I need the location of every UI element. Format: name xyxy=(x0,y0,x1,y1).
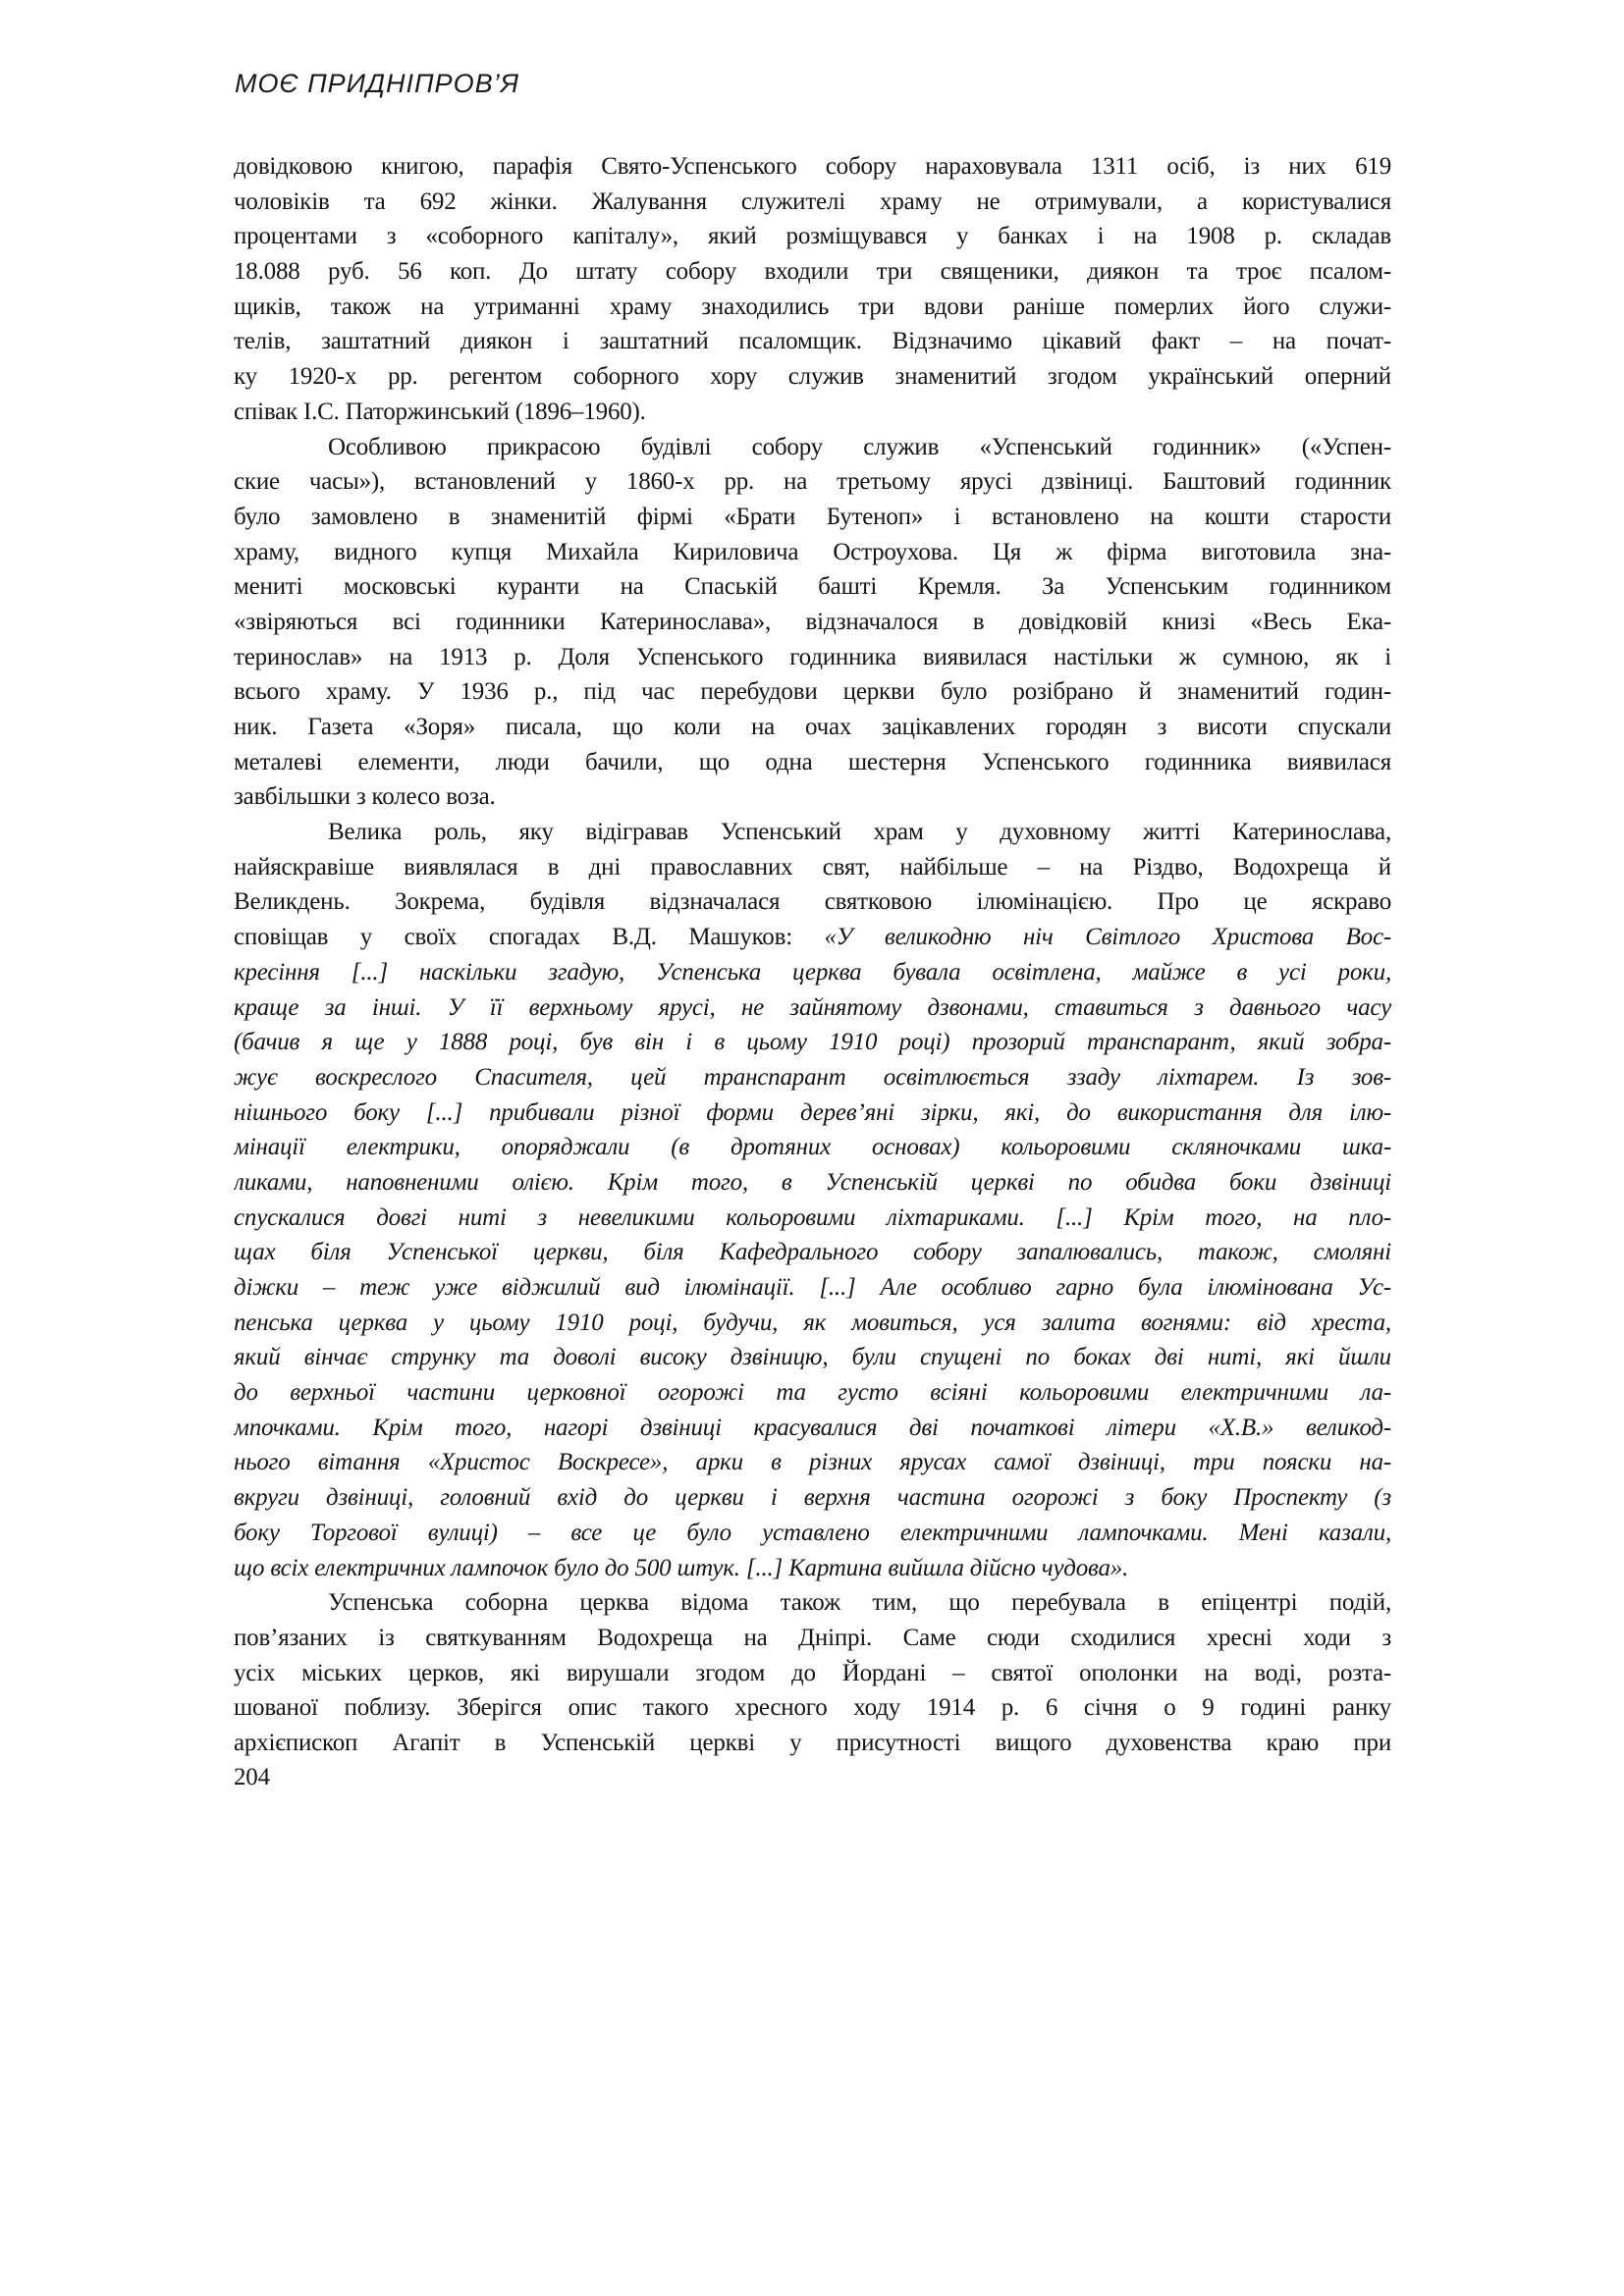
text-segment: довідковою книгою, парафія Свято-Успенського собору нараховувала 1311 осіб, із них 619 xyxy=(234,153,1391,180)
text-segment: сповіщав у своїх спогадах В.Д. Машуков: xyxy=(234,924,825,951)
text-segment: пов’язаних із святкуванням Водохреща на Дніпрі. Саме сюди сходилися хресні ходи з xyxy=(234,1624,1391,1651)
text-segment: ник. Газета «Зоря» писала, що коли на очах зацікавлених городян з висоти спускали xyxy=(234,714,1391,740)
text-line xyxy=(234,1060,1391,1095)
text-line xyxy=(234,535,1391,570)
text-line xyxy=(234,1235,1391,1270)
quote-text-segment: «У великодню ніч Світлого Христова Вос- xyxy=(824,924,1391,951)
text-line xyxy=(234,569,1391,605)
text-line xyxy=(234,149,1391,185)
text-segment: телів, заштатний диякон і заштатний псаломщик. Відзначимо цікавий факт – на почат- xyxy=(234,328,1391,355)
text-segment: Велика роль, яку відігравав Успенський храм у духовному житті Катеринослава, xyxy=(328,819,1391,846)
text-segment: найяскравіше виявлялася в дні православних свят, найбільше – на Різдво, Водохреща й xyxy=(234,853,1391,881)
text-block xyxy=(234,149,1391,1761)
page-number: 204 xyxy=(234,1764,270,1790)
quote-text-segment: кресіння [...] наскільки згадую, Успенська церква бувала освітлена, майже в усі роки, xyxy=(234,958,1391,986)
text-line xyxy=(234,464,1391,500)
text-line xyxy=(234,745,1391,780)
text-segment: процентами з «соборного капіталу», який розміщувався у банках і на 1908 р. складав xyxy=(234,223,1391,250)
text-line xyxy=(234,500,1391,535)
text-segment: «звіряються всі годинники Катеринослава», відзначалося в довідковій книзі «Весь Ека- xyxy=(234,608,1391,635)
running-header: МОЄ ПРИДНІПРОВ’Я xyxy=(235,69,519,98)
text-segment: всього храму. У 1936 р., під час перебудови церкви було розібрано й знаменитий годин- xyxy=(234,678,1391,706)
text-line xyxy=(234,1306,1391,1341)
text-line xyxy=(234,815,1391,850)
quote-text-segment: щах біля Успенської церкви, біля Кафедрального собору запалювались, також, смоляні xyxy=(234,1239,1391,1266)
text-line xyxy=(234,324,1391,359)
quote-text-segment: спускалися довгі ниті з невеликими кольоровими ліхтариками. [...] Крім того, на пло- xyxy=(234,1203,1391,1231)
text-segment: було замовлено в знаменитій фірмі «Брати Бутеноп» і встановлено на кошти старости xyxy=(234,503,1391,530)
quote-text-segment: вкруги дзвіниці, головний вхід до церкви і верхня частина огорожі з боку Проспекту (з xyxy=(234,1484,1391,1512)
text-segment: металеві елементи, люди бачили, що одна шестерня Успенського годинника виявилася xyxy=(234,748,1391,775)
text-line xyxy=(234,1516,1391,1551)
text-segment: завбільшки з колесо воза. xyxy=(234,783,496,811)
text-segment: мениті московські куранти на Спаській башті Кремля. За Успенським годинником xyxy=(234,573,1391,601)
text-segment: Великдень. Зокрема, будівля відзначалася святковою ілюмінацією. Про це яскраво xyxy=(234,888,1391,916)
text-line xyxy=(234,1621,1391,1656)
quote-text-segment: ликами, наповненими олією. Крім того, в Успенській церкві по обидва боки дзвіниці xyxy=(234,1168,1391,1196)
text-line xyxy=(234,640,1391,675)
text-line xyxy=(234,290,1391,325)
text-line xyxy=(234,1375,1391,1411)
text-line xyxy=(234,674,1391,710)
quote-text-segment: краще за інші. У її верхньому ярусі, не зайнятому дзвонами, ставиться з давнього часу xyxy=(234,993,1391,1021)
text-line xyxy=(234,884,1391,920)
text-line xyxy=(234,1445,1391,1480)
quote-text-segment: (бачив я ще у 1888 році, був він і в цьому 1910 році) прозорий транспарант, який зобра- xyxy=(234,1029,1391,1056)
quote-text-segment: що всіх електричних лампочок було до 500 штук. [...] Картина вийшла дійсно чудова». xyxy=(234,1554,1129,1581)
text-line xyxy=(234,990,1391,1026)
text-line xyxy=(234,920,1391,955)
quote-text-segment: мінації електрики, опоряджали (в дротяних основах) кольоровими скляночками шка- xyxy=(234,1134,1391,1161)
text-line xyxy=(234,1130,1391,1165)
text-line xyxy=(234,1656,1391,1691)
text-segment: чоловіків та 692 жінки. Жалування служителі храму не отримували, а користувалися xyxy=(234,187,1391,215)
quote-text-segment: до верхньої частини церковної огорожі та густо всіяні кольоровими електричними ла- xyxy=(234,1379,1391,1407)
text-line xyxy=(234,430,1391,465)
text-line xyxy=(234,605,1391,640)
quote-text-segment: нього вітання «Христос Воскресе», арки в різних ярусах самої дзвіниці, три пояски на- xyxy=(234,1449,1391,1476)
text-line xyxy=(234,1585,1391,1621)
text-line xyxy=(234,1095,1391,1131)
text-line xyxy=(234,1726,1391,1761)
text-line xyxy=(234,185,1391,220)
text-segment: щиків, також на утриманні храму знаходились три вдови раніше померлих його служи- xyxy=(234,293,1391,320)
text-line xyxy=(234,1690,1391,1726)
text-line xyxy=(234,779,1391,815)
text-line xyxy=(234,710,1391,745)
text-segment: Успенська соборна церква відома також тим, що перебувала в епіцентрі подій, xyxy=(328,1589,1391,1617)
text-segment: співак І.С. Паторжинський (1896–1960). xyxy=(234,398,646,425)
quote-text-segment: жує воскреслого Спасителя, цей транспарант освітлюється ззаду ліхтарем. Із зов- xyxy=(234,1063,1391,1091)
text-line xyxy=(234,1201,1391,1236)
text-segment: шованої поблизу. Зберігся опис такого хресного ходу 1914 р. 6 січня о 9 годині ранку xyxy=(234,1694,1391,1722)
text-line xyxy=(234,1480,1391,1516)
text-line xyxy=(234,395,1391,430)
text-segment: теринослав» на 1913 р. Доля Успенського годинника виявилася настільки ж сумною, як і xyxy=(234,643,1391,670)
text-segment: Особливою прикрасою будівлі собору служив «Успенський годинник» («Успен- xyxy=(328,433,1391,460)
quote-text-segment: який вінчає струнку та доволі високу дзвіницю, були спущені по боках дві ниті, які йшли xyxy=(234,1344,1391,1371)
text-segment: ку 1920-х рр. регентом соборного хору служив знаменитий згодом український оперний xyxy=(234,363,1391,391)
text-line xyxy=(234,1025,1391,1060)
quote-text-segment: боку Торгової вулиці) – все це було уставлено електричними лампочками. Мені казали, xyxy=(234,1519,1391,1546)
text-line xyxy=(234,1165,1391,1201)
text-line xyxy=(234,1270,1391,1306)
quote-text-segment: пенська церква у цьому 1910 році, будучи, як мовиться, уся залита вогнями: від хреста, xyxy=(234,1308,1391,1336)
quote-text-segment: мпочками. Крім того, нагорі дзвіниці красувалися дві початкові літери «Х.В.» великод- xyxy=(234,1414,1391,1441)
text-line xyxy=(234,1411,1391,1446)
text-segment: архієпископ Агапіт в Успенській церкві у присутності вищого духовенства краю при xyxy=(234,1729,1391,1756)
text-segment: храму, видного купця Михайла Кириловича Остроухова. Ця ж фірма виготовила зна- xyxy=(234,538,1391,565)
text-line xyxy=(234,359,1391,395)
text-segment: 18.088 руб. 56 коп. До штату собору входили три священики, диякон та троє псалом- xyxy=(234,258,1391,286)
text-line xyxy=(234,955,1391,990)
text-line xyxy=(234,1340,1391,1375)
text-line xyxy=(234,254,1391,290)
text-segment: усіх міських церков, які вирушали згодом до Йордані – святої ополонки на воді, розта- xyxy=(234,1659,1391,1686)
text-line xyxy=(234,850,1391,885)
text-segment: ские часы»), встановлений у 1860-х рр. на третьому ярусі дзвіниці. Баштовий годинник xyxy=(234,468,1391,496)
quote-text-segment: діжки – теж уже віджилий вид ілюмінації. [...] Але особливо гарно була ілюмінована Ус- xyxy=(234,1274,1391,1301)
text-line xyxy=(234,1551,1391,1586)
text-line xyxy=(234,219,1391,254)
quote-text-segment: нішнього боку [...] прибивали різної форми дерев’яні зірки, які, до використання для ілю- xyxy=(234,1098,1391,1126)
